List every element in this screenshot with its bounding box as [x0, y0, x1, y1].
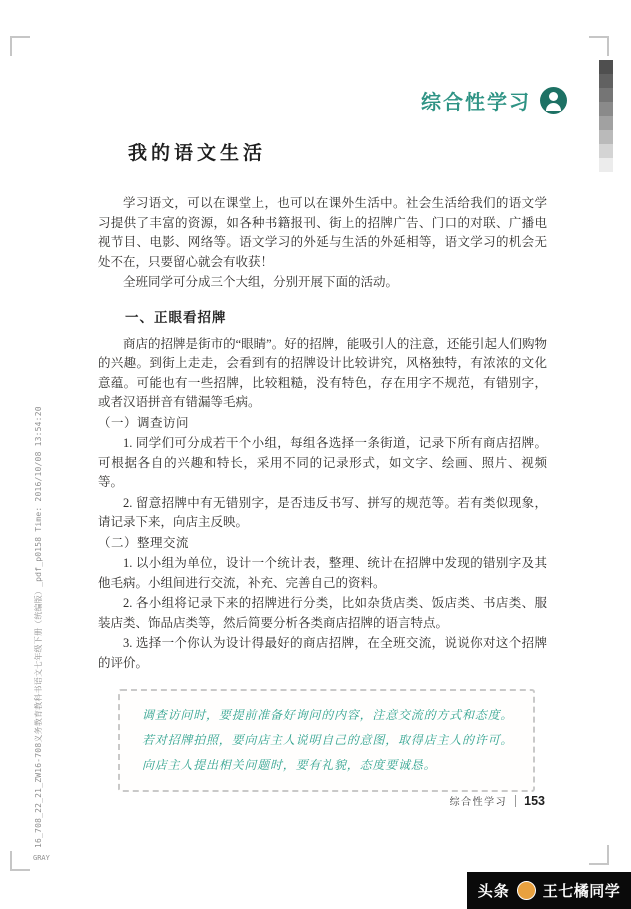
page-number: 153	[524, 793, 545, 808]
activity-intro: 商店的招牌是街市的“眼睛”。好的招牌，能吸引人的注意，还能引起人们购物的兴趣。到街上走走，会看到有的招牌设计比较讲究，风格独特，有浓浓的文化意蕴。可能也有一些招牌，比较粗糙，没有特色，存在用字不规范，有错别字，或者汉语拼音有错漏等毛病。	[98, 336, 547, 410]
tip-box	[118, 689, 535, 792]
print-stamp: 16_708_22_21_ZW16-708义务教育教科书语文七年级下册（统编版）_pdf_p0158 Time: 2016/10/08 13:54:20	[34, 406, 43, 848]
grayscale-calibration-bar	[599, 60, 613, 172]
grayscale-step	[599, 116, 613, 130]
tip-line: 调查访问时，要提前准备好询问的内容，注意交流的方式和态度。	[142, 708, 514, 723]
grayscale-step	[599, 74, 613, 88]
watermark-brand: 头条	[477, 883, 510, 900]
tip-line: 若对招牌拍照，要向店主人说明自己的意图，取得店主人的许可。	[142, 733, 514, 748]
unit-header	[421, 86, 567, 115]
lesson-content	[98, 194, 547, 792]
list-item: 2. 各小组将记录下来的招牌进行分类，比如杂货店类、饭店类、书店类、服装店类、饰品店类等，然后简要分析各类商店招牌的语言特点。	[98, 596, 547, 630]
grayscale-step	[599, 60, 613, 74]
list-item: 3. 选择一个你认为设计得最好的商店招牌，在全班交流，说说你对这个招牌的评价。	[98, 636, 547, 670]
person-icon-torso	[546, 103, 561, 111]
avatar	[517, 881, 536, 900]
page-title: 我的语文生活	[128, 143, 267, 164]
subheading-sort-share: （二）整理交流	[98, 535, 190, 550]
grayscale-step	[599, 158, 613, 172]
footer-divider	[515, 795, 516, 807]
grayscale-step	[599, 102, 613, 116]
page-footer	[450, 793, 545, 808]
crop-mark-top-left	[10, 36, 30, 56]
list-item: 1. 同学们可分成若干个小组，每组各选择一条街道，记录下所有商店招牌。可根据各自的兴趣和特长，采用不同的记录形式，如文字、绘画、照片、视频等。	[98, 436, 547, 490]
subheading-survey: （一）调查访问	[98, 415, 190, 430]
intro-paragraph-1: 学习语文，可以在课堂上，也可以在课外生活中。社会生活给我们的语文学习提供了丰富的资源，如各种书籍报刊、街上的招牌广告、门口的对联、广播电视节目、电影、网络等。语文学习的外延与生活的外延相等，语文学习的机会无处不在，只要留心就会有收获！	[98, 196, 547, 269]
grayscale-step	[599, 144, 613, 158]
list-item: 1. 以小组为单位，设计一个统计表，整理、统计在招牌中发现的错别字及其他毛病。小组间进行交流，补充、完善自己的资料。	[98, 556, 547, 590]
activity-heading: 一、正眼看招牌	[125, 309, 227, 325]
tip-line: 向店主人提出相关问题时，要有礼貌，态度要诚恳。	[142, 758, 437, 773]
grayscale-step	[599, 88, 613, 102]
crop-mark-bottom-right	[589, 845, 609, 865]
person-icon	[540, 87, 567, 114]
unit-label: 综合性学习	[421, 92, 531, 114]
watermark-bar	[467, 872, 631, 909]
watermark-username: 王七橘同学	[542, 883, 621, 900]
footer-unit-label: 综合性学习	[449, 797, 508, 808]
person-icon-head	[549, 92, 558, 101]
crop-mark-top-right	[589, 36, 609, 56]
print-stamp-gray-label: GRAY	[33, 854, 50, 862]
crop-mark-bottom-left	[10, 851, 30, 871]
intro-paragraph-2: 全班同学可分成三个大组，分别开展下面的活动。	[123, 275, 399, 289]
list-item: 2. 留意招牌中有无错别字，是否违反书写、拼写的规范等。若有类似现象，请记录下来，向店主反映。	[98, 495, 547, 530]
grayscale-step	[599, 130, 613, 144]
